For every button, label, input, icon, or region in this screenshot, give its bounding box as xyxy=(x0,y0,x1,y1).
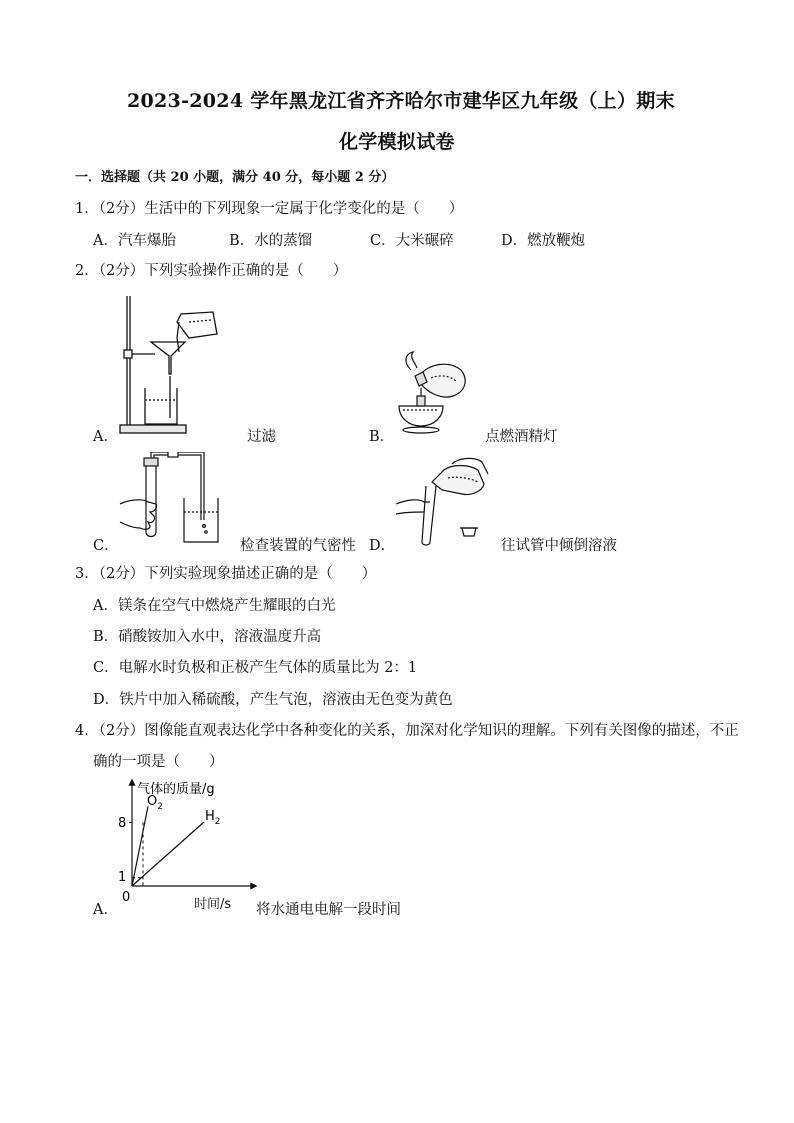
question-2-option-b-caption: 点燃酒精灯 xyxy=(485,429,558,445)
series-label-h2: $H_2$ xyxy=(205,809,221,827)
question-2-option-d-letter: D． xyxy=(369,538,396,554)
page-subtitle: 化学模拟试卷 xyxy=(339,131,455,153)
airtightness-figure xyxy=(118,452,223,548)
question-2-stem: 2．（2分）下列实验操作正确的是（ ） xyxy=(75,263,348,279)
question-3-stem: 3．（2分）下列实验现象描述正确的是（ ） xyxy=(75,566,377,582)
electrolysis-chart xyxy=(110,774,260,904)
question-3-option-d: D．铁片中加入稀硫酸，产生气泡，溶液由无色变为黄色 xyxy=(93,692,453,708)
page-title: 2023-2024 学年黑龙江省齐齐哈尔市建华区九年级（上）期末 xyxy=(127,90,675,112)
y-tick-label-8: 8 xyxy=(118,816,127,831)
x-axis-label: 时间/s xyxy=(194,897,232,912)
pouring-figure xyxy=(392,456,492,548)
section-heading: 一．选择题（共 20 小题，满分 40 分，每小题 2 分） xyxy=(75,170,395,185)
y-axis-label: 气体的质量/g xyxy=(137,782,215,797)
y-tick-label-1: 1 xyxy=(118,870,127,885)
question-2-option-a-letter: A． xyxy=(93,429,118,445)
question-1-option-c: C．大米碾碎 xyxy=(370,233,454,249)
question-2-option-b-letter: B． xyxy=(369,429,395,445)
series-label-o2: $O_2$ xyxy=(147,794,163,812)
question-3-option-a: A．镁条在空气中燃烧产生耀眼的白光 xyxy=(93,598,336,614)
filtration-figure xyxy=(115,292,225,438)
question-4-stem-line2: 确的一项是（ ） xyxy=(93,754,224,770)
question-1-option-b: B．水的蒸馏 xyxy=(229,233,313,249)
question-1-option-d: D．燃放鞭炮 xyxy=(501,233,586,249)
question-2-option-c-letter: C． xyxy=(93,538,119,554)
question-3-option-b: B．硝酸铵加入水中，溶液温度升高 xyxy=(93,629,322,645)
question-3-option-c: C．电解水时负极和正极产生气体的质量比为 2：1 xyxy=(93,660,418,676)
question-2-option-c-caption: 检查装置的气密性 xyxy=(240,538,356,554)
origin-label: 0 xyxy=(122,890,131,904)
question-4-option-a-letter: A． xyxy=(93,902,118,918)
question-2-option-d-caption: 往试管中倾倒溶液 xyxy=(501,538,617,554)
question-1-option-a: A．汽车爆胎 xyxy=(93,233,176,249)
alcohol-lamp-figure xyxy=(393,348,473,438)
question-2-option-a-caption: 过滤 xyxy=(247,429,276,445)
question-1-stem: 1．（2分）生活中的下列现象一定属于化学变化的是（ ） xyxy=(75,201,464,217)
question-4-option-a-caption: 将水通电电解一段时间 xyxy=(256,902,401,918)
question-4-stem-line1: 4．（2分）图像能直观表达化学中各种变化的关系，加深对化学知识的理解。下列有关图像的描述，不正 xyxy=(75,723,739,739)
